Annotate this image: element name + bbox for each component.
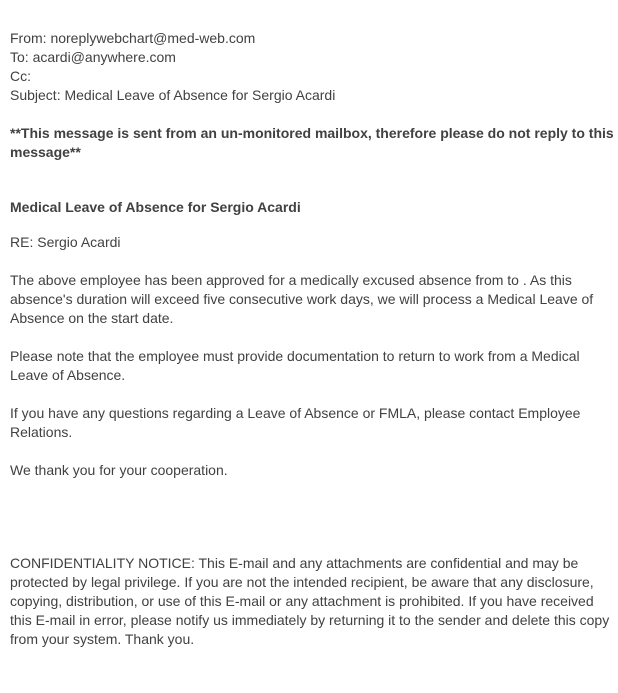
email-header-block: [10, 29, 614, 105]
header-cc: Cc:: [10, 68, 31, 84]
header-to: To: acardi@anywhere.com: [10, 49, 176, 65]
body-paragraph-thanks: We thank you for your cooperation.: [10, 462, 228, 478]
body-paragraph-approval: The above employee has been approved for a medically excused absence from to . As this absence's duration will exceed five consecutive work days, we will process a Medical Leave of Absence on the start date.: [10, 272, 594, 326]
unmonitored-mailbox-warning: **This message is sent from an un-monitored mailbox, therefore please do not reply to this message**: [10, 125, 614, 160]
confidentiality-notice: CONFIDENTIALITY NOTICE: This E-mail and any attachments are confidential and may be protected by legal privilege. If you are not the intended recipient, be aware that any disclosure, copying, distribution, or use of this E-mail or any attachment is prohibited. If you have received this E-mail in error, please notify us immediately by returning it to the sender and delete this copy from your system. Thank you.: [10, 555, 610, 647]
email-body-title: Medical Leave of Absence for Sergio Acardi: [10, 199, 301, 215]
header-subject: Subject: Medical Leave of Absence for Sergio Acardi: [10, 87, 336, 103]
body-paragraph-documentation: Please note that the employee must provide documentation to return to work from a Medical Leave of Absence.: [10, 348, 580, 383]
header-from: From: noreplywebchart@med-web.com: [10, 30, 256, 46]
body-paragraph-questions: If you have any questions regarding a Leave of Absence or FMLA, please contact Employee Relations.: [10, 405, 581, 440]
re-line: RE: Sergio Acardi: [10, 234, 121, 250]
